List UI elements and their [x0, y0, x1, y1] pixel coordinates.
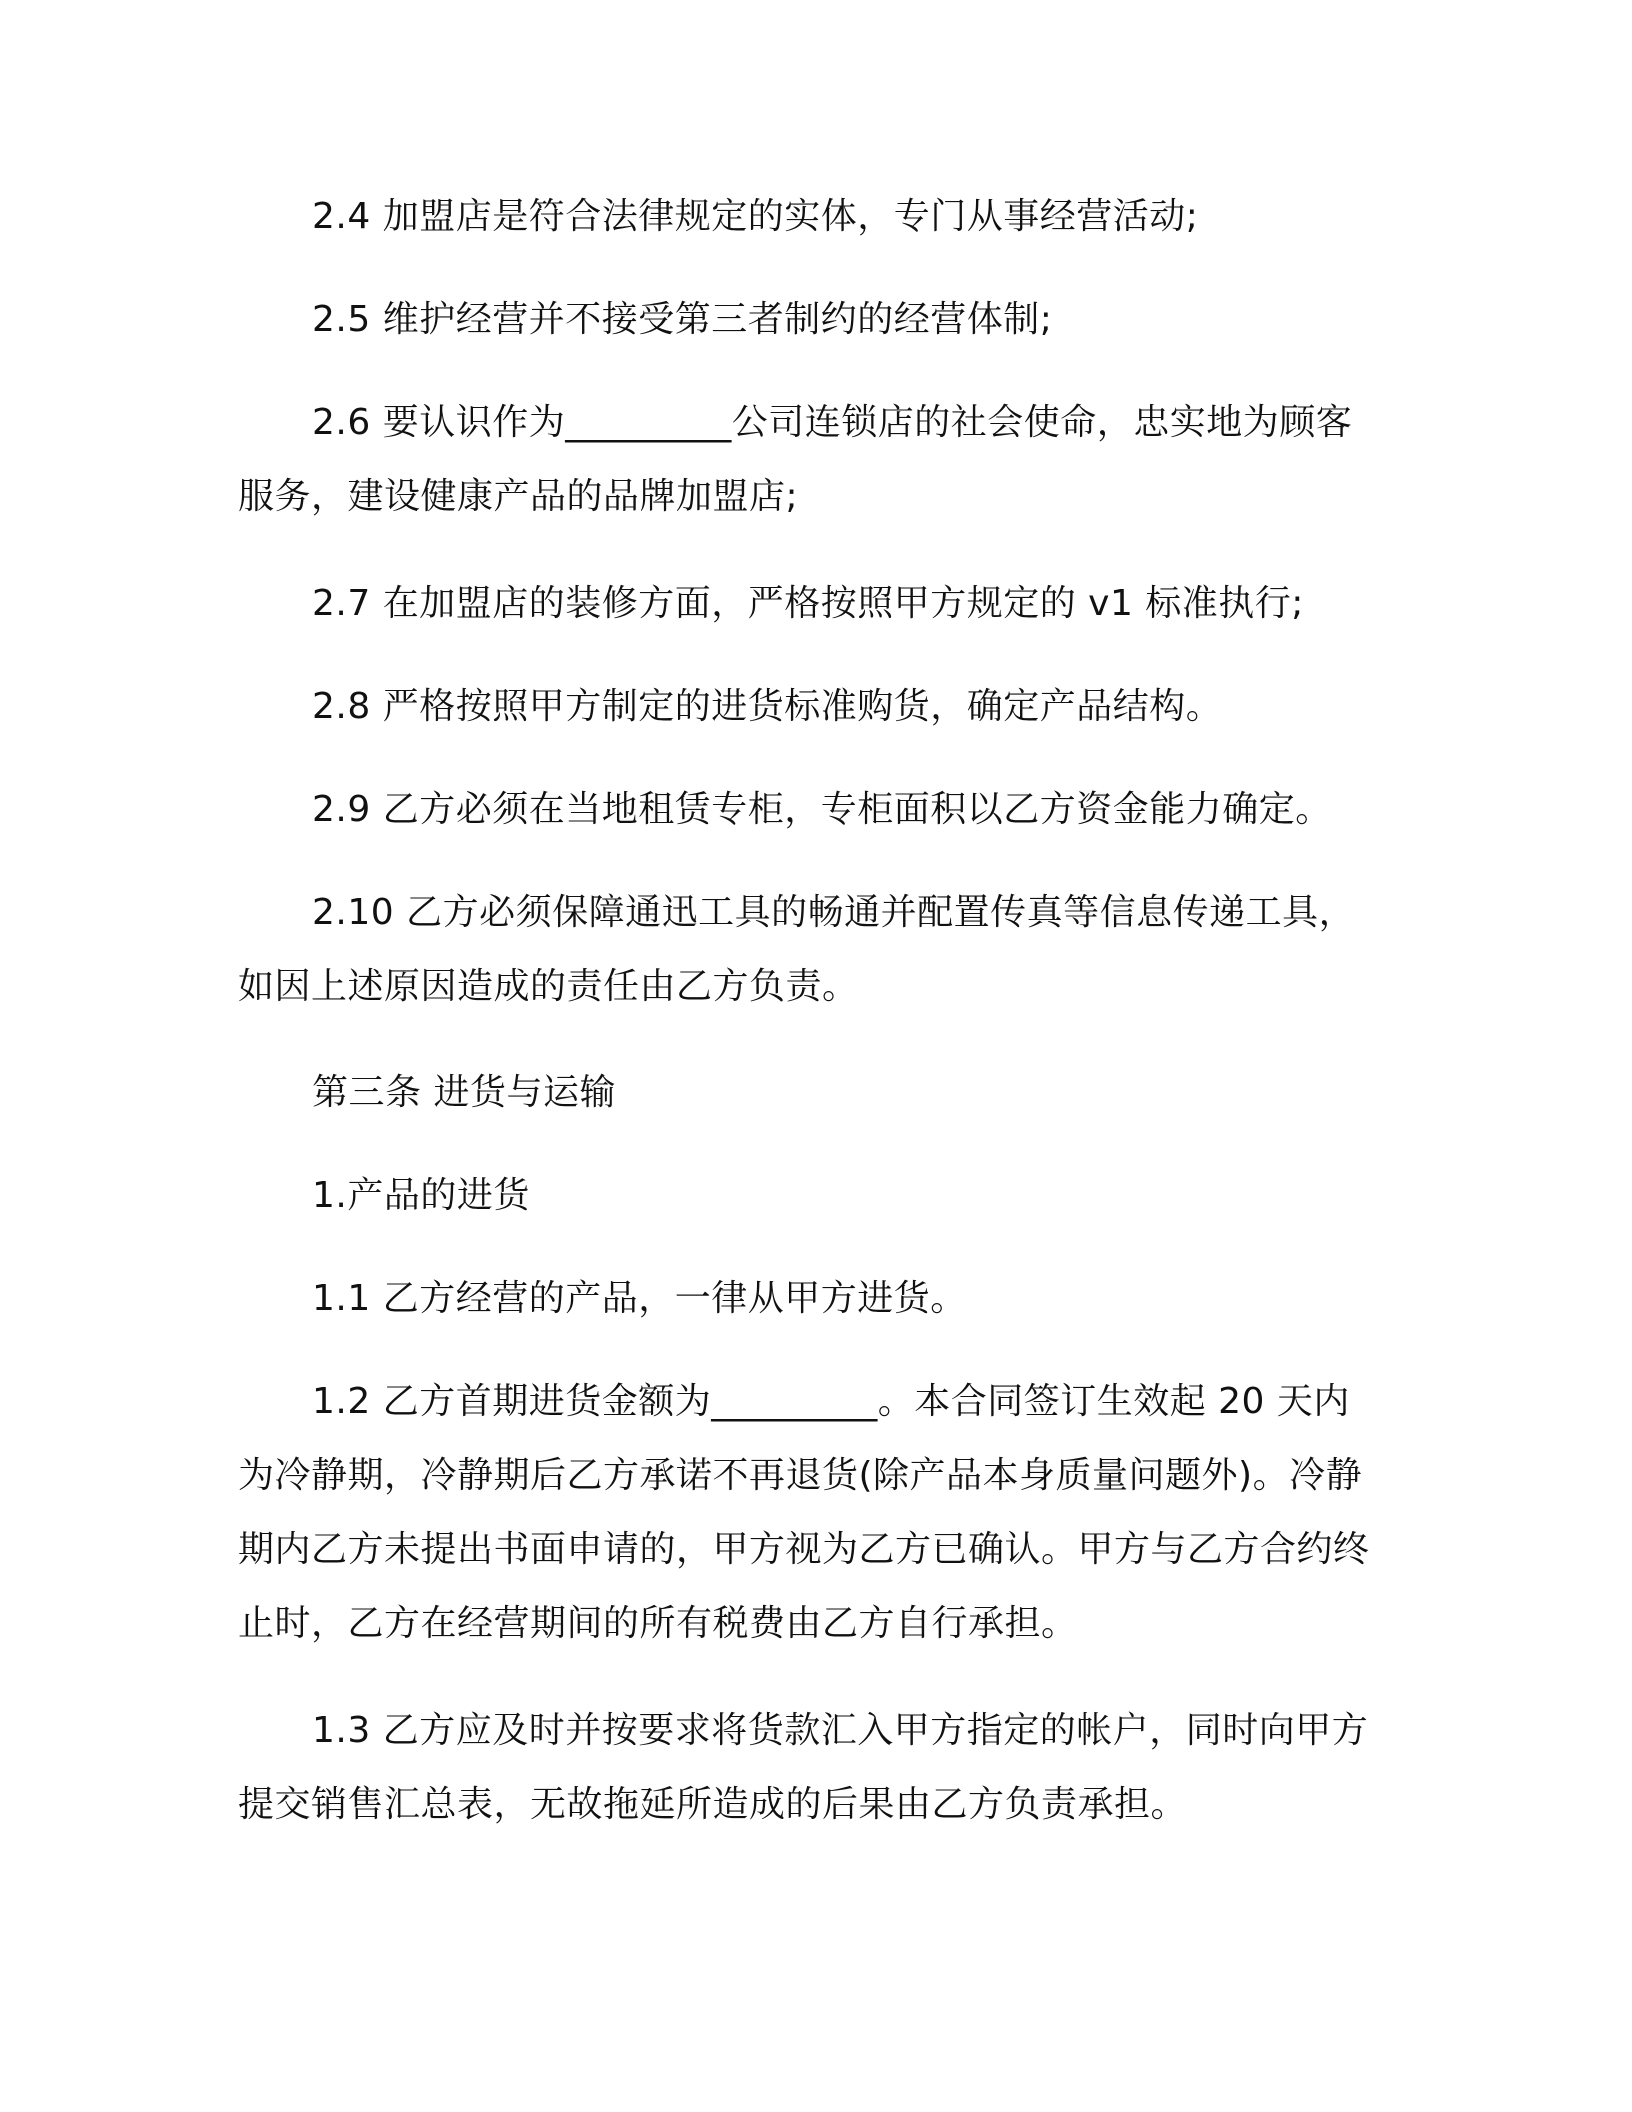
subsection-heading-1: 1.产品的进货: [312, 1175, 530, 1216]
clause-2-6: 2.6 要认识作为_________公司连锁店的社会使命，忠实地为顾客服务，建设健康产品的品牌加盟店;: [238, 402, 1353, 517]
clause-1-3: 1.3 乙方应及时并按要求将货款汇入甲方指定的帐户，同时向甲方提交销售汇总表，无故拖延所造成的后果由乙方负责承担。: [238, 1710, 1369, 1825]
clause-2-7: 2.7 在加盟店的装修方面，严格按照甲方规定的 v1 标准执行;: [312, 583, 1304, 624]
section-heading-article-3: 第三条 进货与运输: [312, 1072, 616, 1113]
clause-2-8: 2.8 严格按照甲方制定的进货标准购货，确定产品结构。: [312, 686, 1223, 727]
clause-1-1: 1.1 乙方经营的产品，一律从甲方进货。: [312, 1278, 967, 1319]
clause-2-10: 2.10 乙方必须保障通迅工具的畅通并配置传真等信息传递工具，如因上述原因造成的责任由乙方负责。: [238, 892, 1356, 1007]
clause-2-5: 2.5 维护经营并不接受第三者制约的经营体制;: [312, 299, 1053, 340]
clause-1-2: 1.2 乙方首期进货金额为_________。本合同签订生效起 20 天内为冷静期，冷静期后乙方承诺不再退货(除产品本身质量问题外)。冷静期内乙方未提出书面申请的，甲方视为乙方已确认。甲方与乙方合约终止时，乙方在经营期间的所有税费由乙方自行承担。: [238, 1381, 1370, 1644]
clause-2-4: 2.4 加盟店是符合法律规定的实体，专门从事经营活动;: [312, 196, 1199, 237]
clause-2-9: 2.9 乙方必须在当地租赁专柜，专柜面积以乙方资金能力确定。: [312, 789, 1332, 830]
